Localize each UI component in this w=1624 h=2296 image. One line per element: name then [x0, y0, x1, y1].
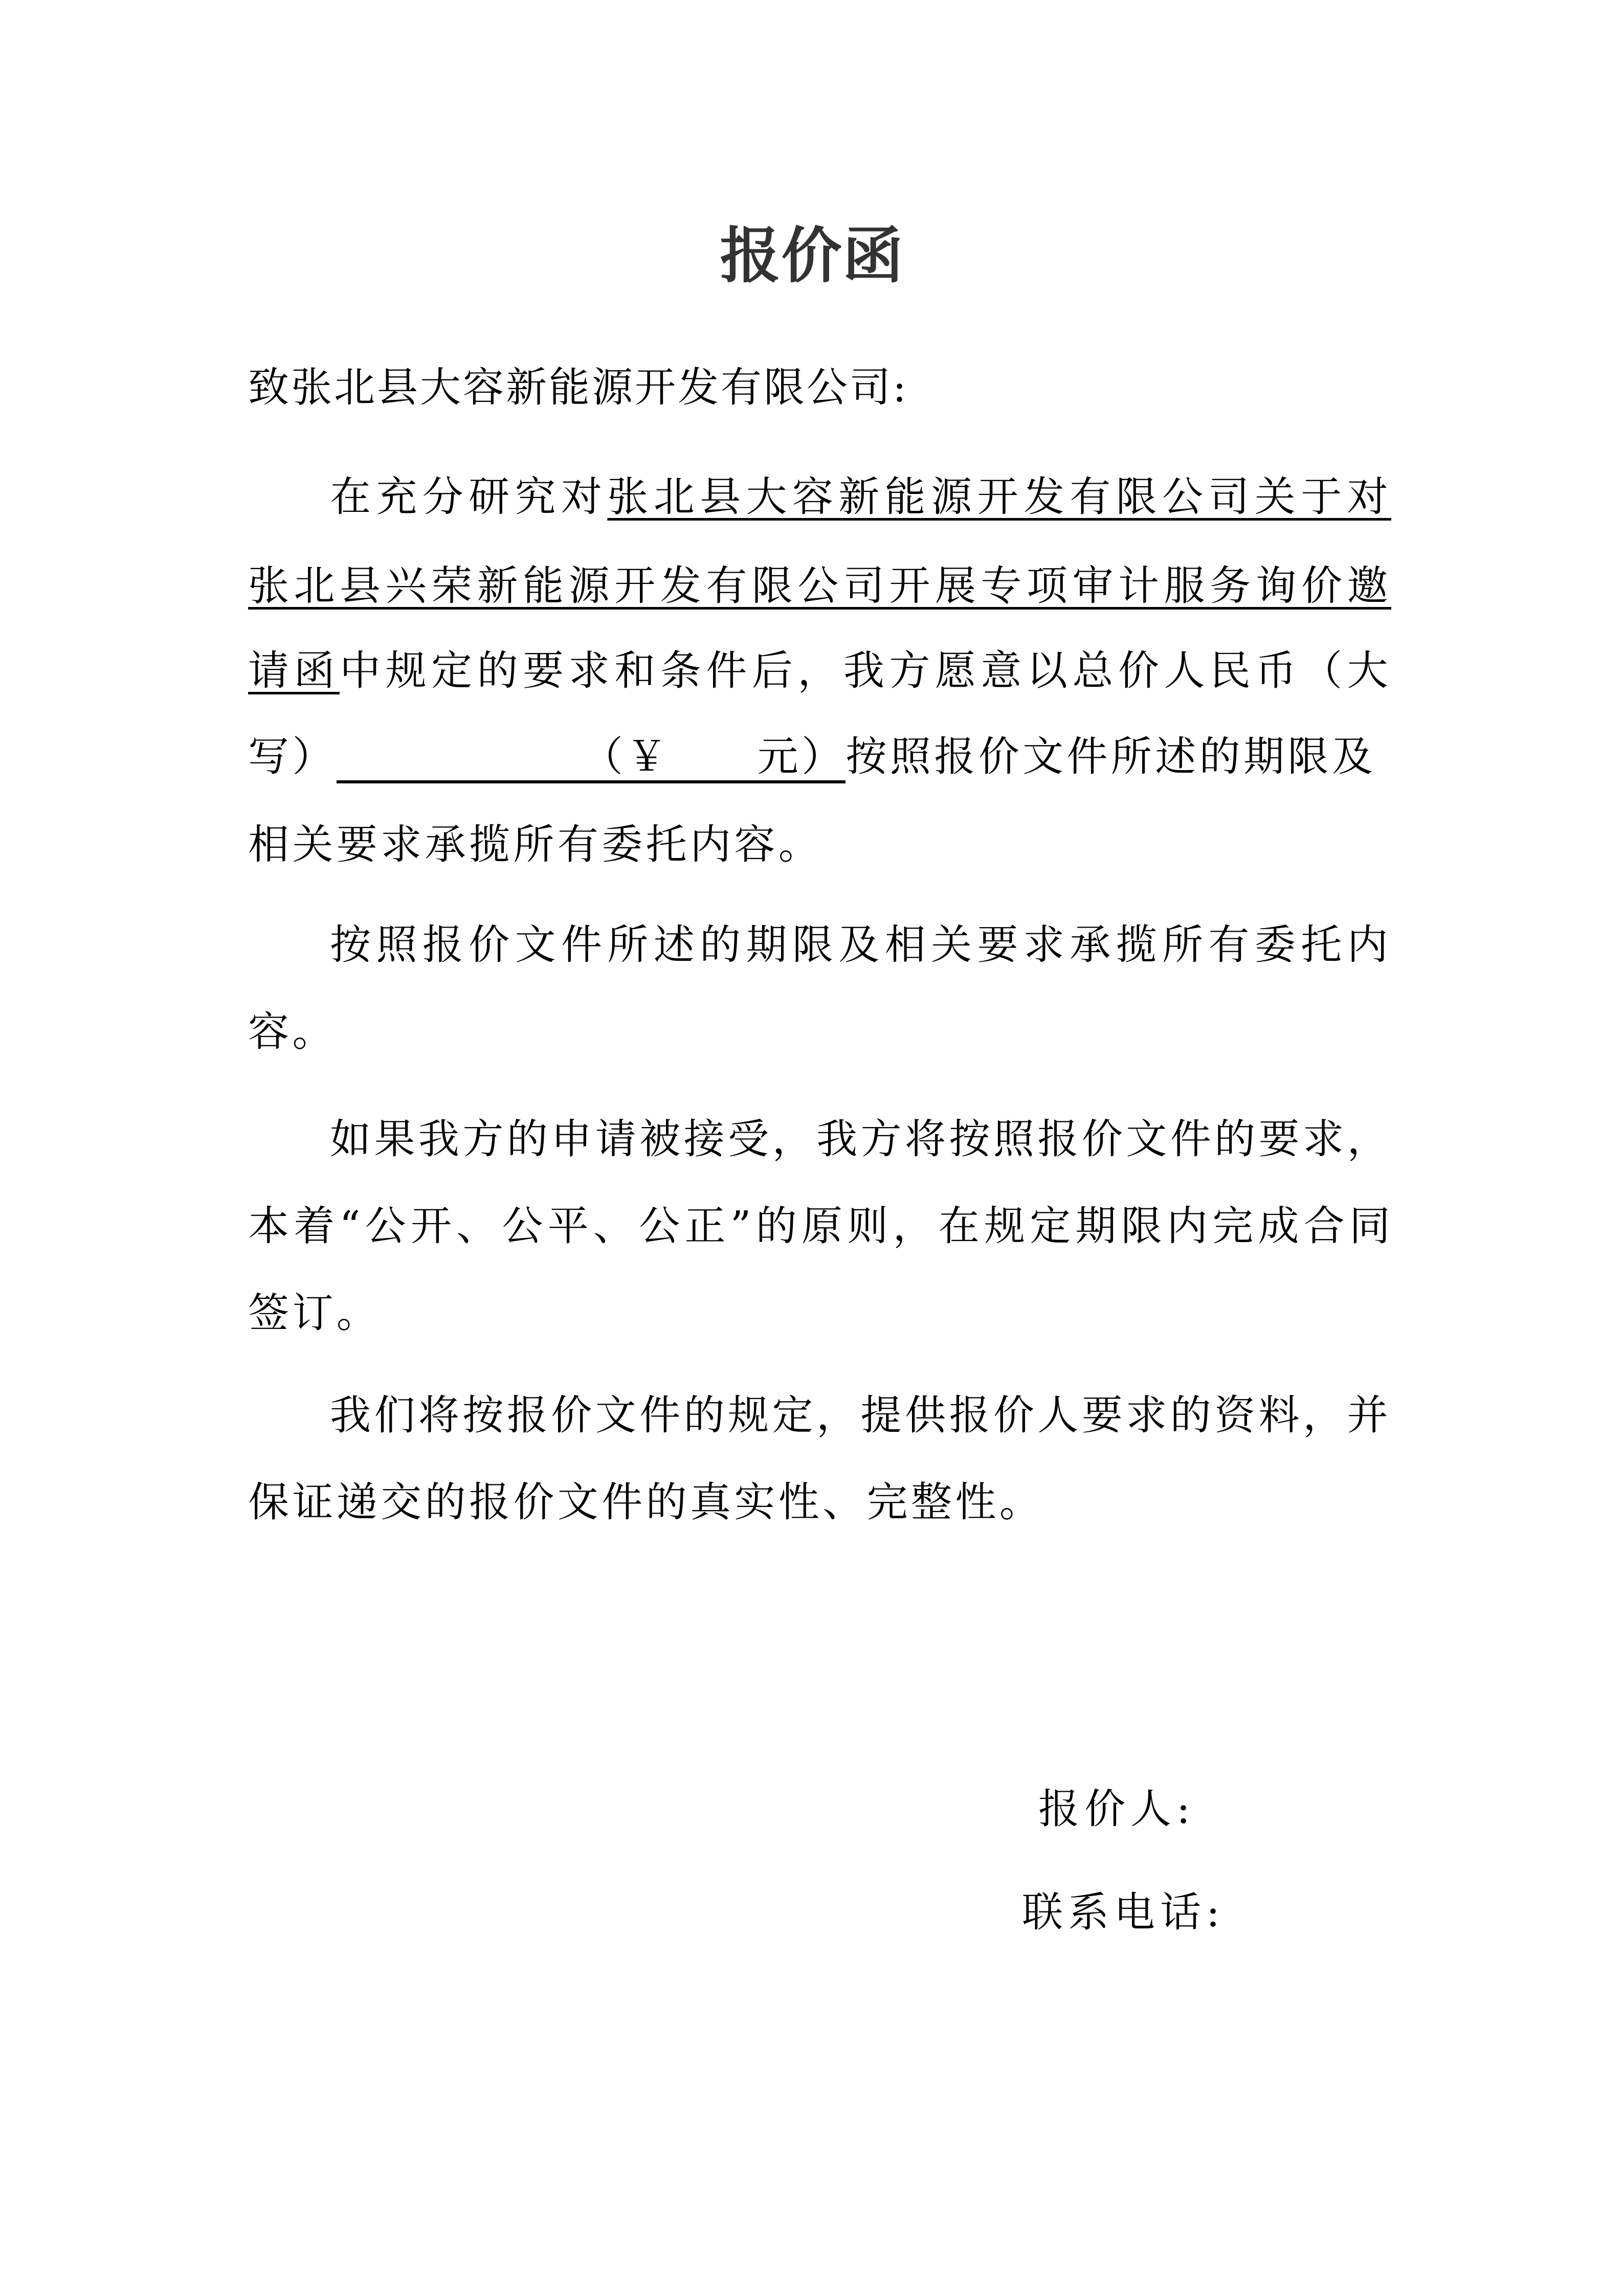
bidder-label: 报价人: — [1038, 1785, 1195, 1833]
paragraph-1-line-3 — [248, 645, 1391, 696]
amount-yuan-open: （￥ — [582, 733, 671, 780]
paragraph-2-line-2: 容。 — [248, 1008, 337, 1055]
paragraph-3-line-2: 本着“公开、公平、公正”的原则，在规定期限内完成合同 — [248, 1202, 1391, 1250]
paragraph-1-line-4 — [248, 731, 1391, 782]
paragraph-1-line-5: 相关要求承揽所有委托内容。 — [248, 821, 823, 868]
paragraph-1-line-4-text: 按照报价文件所述的期限及 — [846, 733, 1376, 780]
paragraph-1-prefix: 在充分研究对 — [330, 473, 608, 521]
paragraph-4-line-2: 保证递交的报价文件的真实性、完整性。 — [248, 1478, 1044, 1526]
amount-prefix: 写） — [248, 733, 337, 780]
paragraph-1-line-1 — [248, 471, 1391, 523]
salutation: 致张北县大容新能源开发有限公司: — [248, 364, 908, 411]
paragraph-4-line-1: 我们将按报价文件的规定，提供报价人要求的资料，并 — [330, 1391, 1391, 1439]
paragraph-3-line-1: 如果我方的申请被接受，我方将按照报价文件的要求， — [330, 1115, 1391, 1163]
inquiry-title-part-1: 张北县大容新能源开发有限公司关于对 — [607, 473, 1391, 521]
paragraph-1-line-3-text: 中规定的要求和条件后，我方愿意以总价人民币（大 — [340, 647, 1391, 694]
paragraph-3-line-3: 签订。 — [248, 1289, 381, 1337]
paragraph-2-line-1: 按照报价文件所述的期限及相关要求承揽所有委托内 — [330, 921, 1391, 969]
phone-label: 联系电话: — [1022, 1888, 1225, 1936]
inquiry-title-part-2: 张北县兴荣新能源开发有限公司开展专项审计服务询价邀 — [248, 562, 1391, 610]
document-title: 报价函 — [720, 220, 904, 291]
inquiry-title-part-3: 请函 — [248, 647, 340, 694]
amount-field[interactable] — [337, 733, 846, 783]
amount-yuan-close: 元） — [757, 733, 846, 780]
